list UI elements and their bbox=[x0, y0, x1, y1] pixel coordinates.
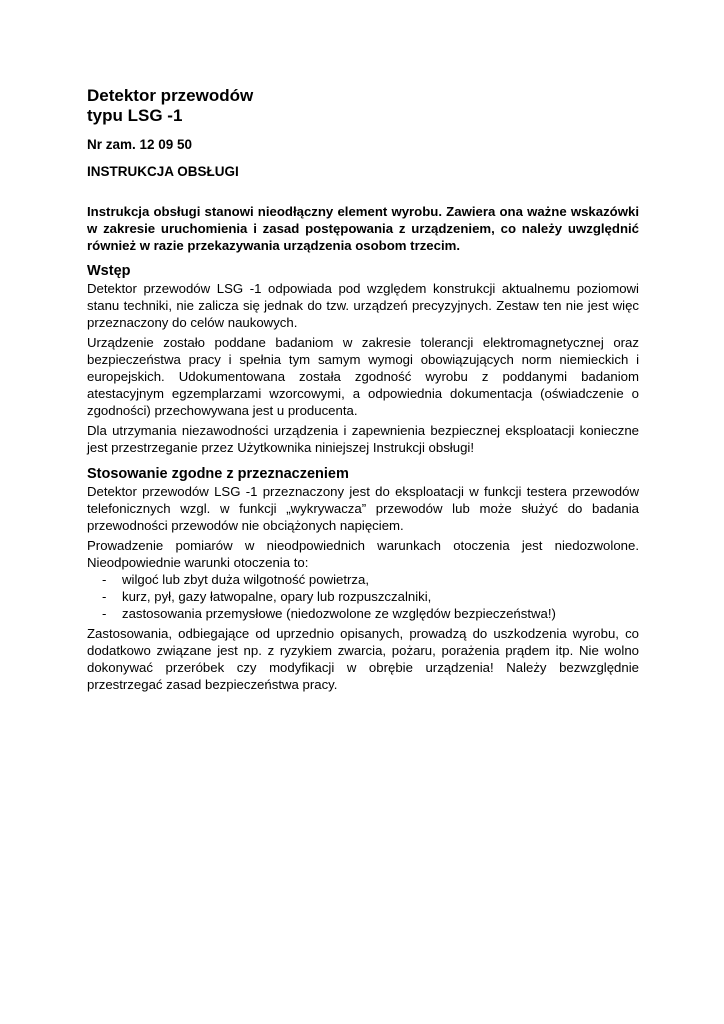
unsuitable-conditions-list bbox=[87, 571, 639, 623]
manual-title: INSTRUKCJA OBSŁUGI bbox=[87, 164, 239, 179]
order-number: Nr zam. 12 09 50 bbox=[87, 137, 193, 152]
list-dash-marker: - bbox=[102, 589, 107, 605]
intro-notice: Instrukcja obsługi stanowi nieodłączny element wyrobu. Zawiera ona ważne wskazówki w zakresie uruchomienia i zasad postępowania z urządzeniem, co należy uwzględnić również w razie przekazywania urządzenia osobom trzecim. bbox=[87, 204, 639, 253]
stosowanie-paragraph-3: Zastosowania, odbiegające od uprzednio opisanych, prowadzą do uszkodzenia wyrobu, co dodatkowo związane jest np. z ryzykiem zwarcia, pożaru, porażenia prądem itp. Nie wolno dokonywać przeróbek czy modyfikacji w obrębie urządzenia! Należy bezwzględnie przestrzegać zasad bezpieczeństwa pracy. bbox=[87, 625, 639, 693]
title-line-1: Detektor przewodów bbox=[87, 86, 254, 105]
stosowanie-paragraph-2: Prowadzenie pomiarów w nieodpowiednich warunkach otoczenia jest niedozwolone. Nieodpowiednie warunki otoczenia to: bbox=[87, 537, 639, 570]
list-item bbox=[102, 571, 639, 588]
section-heading-wstep: Wstęp bbox=[87, 263, 131, 279]
section-heading-stosowanie: Stosowanie zgodne z przeznaczeniem bbox=[87, 466, 349, 483]
list-item bbox=[102, 605, 639, 622]
stosowanie-paragraph-1: Detektor przewodów LSG -1 przeznaczony jest do eksploatacji w funkcji testera przewodów telefonicznych wzgl. w funkcji „wykrywacza” przewodów lub może służyć do badania przewodności przewodów nie obciążonych napięciem. bbox=[87, 484, 639, 534]
list-dash-marker: - bbox=[102, 572, 107, 588]
document-page bbox=[87, 86, 639, 695]
list-item bbox=[102, 588, 639, 605]
wstep-paragraph-3: Dla utrzymania niezawodności urządzenia i zapewnienia bezpiecznej eksploatacji konieczne jest przestrzeganie przez Użytkownika niniejszej Instrukcji obsługi! bbox=[87, 422, 639, 455]
list-item-text: wilgoć lub zbyt duża wilgotność powietrza, bbox=[122, 572, 370, 588]
list-item-text: zastosowania przemysłowe (niedozwolone ze względów bezpieczeństwa!) bbox=[122, 606, 556, 622]
title-line-2: typu LSG -1 bbox=[87, 106, 183, 125]
list-item-text: kurz, pył, gazy łatwopalne, opary lub rozpuszczalniki, bbox=[122, 589, 432, 605]
wstep-paragraph-1: Detektor przewodów LSG -1 odpowiada pod względem konstrukcji aktualnemu poziomowi stanu techniki, nie zalicza się jednak do tzw. urządzeń precyzyjnych. Zestaw ten nie jest więc przeznaczony do celów naukowych. bbox=[87, 281, 639, 331]
list-dash-marker: - bbox=[102, 606, 107, 622]
wstep-paragraph-2: Urządzenie zostało poddane badaniom w zakresie tolerancji elektromagnetycznej oraz bezpieczeństwa pracy i spełnia tym samym wymogi obowiązujących norm niemieckich i europejskich. Udokumentowana została zgodność wyrobu z poddanymi badaniom atestacyjnym egzemplarzami wzorcowymi, a odpowiednia dokumentacja (oświadczenie o zgodności) przechowywana jest u producenta. bbox=[87, 334, 639, 419]
document-title bbox=[87, 86, 639, 126]
